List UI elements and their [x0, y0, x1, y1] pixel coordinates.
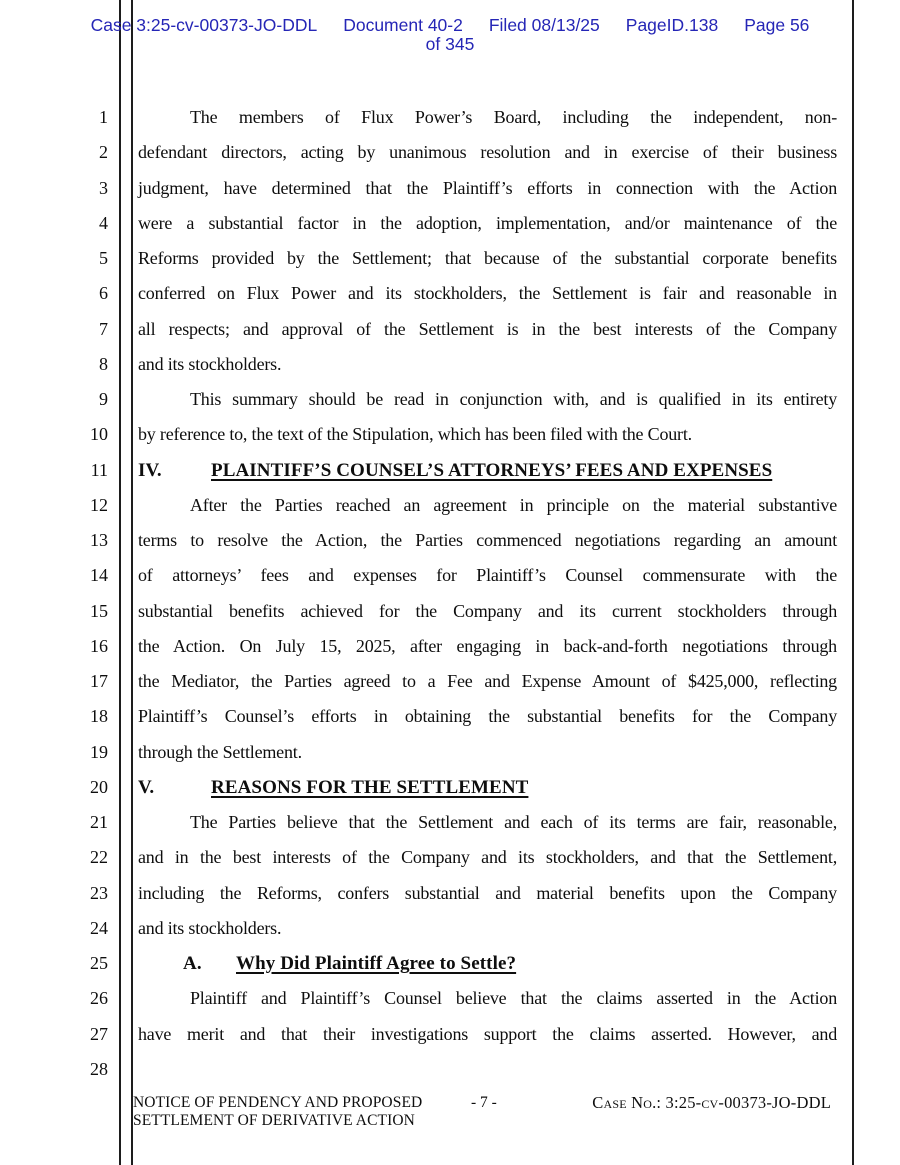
- line-number: 9: [99, 389, 108, 409]
- body-line: terms to resolve the Action, the Parties commenced negotiations regarding an amount: [138, 530, 837, 550]
- footer-title-line2: SETTLEMENT OF DERIVATIVE ACTION: [133, 1111, 415, 1129]
- line-number: 5: [99, 248, 108, 268]
- line-number: 20: [90, 776, 108, 797]
- line-number: 3: [99, 177, 108, 198]
- line-number: 12: [90, 494, 108, 515]
- body-line: and in the best interests of the Company and its stockholders, and that the Settlement,: [138, 847, 837, 868]
- subsection-title: Why Did Plaintiff Agree to Settle?: [236, 953, 517, 974]
- body-line: Reforms provided by the Settlement; that because of the substantial corporate benefits: [138, 248, 837, 268]
- stamp-page-id: PageID.138: [625, 15, 719, 35]
- body-line: and its stockholders.: [138, 353, 282, 374]
- body-line: judgment, have determined that the Plaintiff’s efforts in connection with the Action: [138, 177, 837, 198]
- body-line: the Action. On July 15, 2025, after engaging in back-and-forth negotiations through: [138, 635, 837, 656]
- line-number: 4: [99, 212, 108, 233]
- body-line: of attorneys’ fees and expenses for Plaintiff’s Counsel commensurate with the: [138, 565, 837, 586]
- pleading-right-rule: [852, 0, 854, 1165]
- line-number: 18: [90, 706, 108, 727]
- body-line: defendant directors, acting by unanimous resolution and in exercise of their business: [138, 142, 837, 163]
- subsection-number: A.: [183, 953, 202, 974]
- court-stamp-header: [85, 16, 815, 53]
- line-number: 2: [99, 142, 108, 163]
- body-line: The Parties believe that the Settlement and each of its terms are fair, reasonable,: [190, 812, 837, 832]
- line-number: 10: [90, 424, 108, 445]
- subsection-heading-a: [138, 946, 837, 981]
- line-number: 14: [90, 565, 108, 586]
- stamp-case-number: Case 3:25-cv-00373-JO-DDL: [90, 15, 318, 35]
- body-line: conferred on Flux Power and its stockholders, the Settlement is fair and reasonable in: [138, 283, 837, 304]
- line-number: 23: [90, 882, 108, 903]
- footer-document-title: [133, 1094, 422, 1129]
- line-number: 17: [90, 671, 108, 691]
- section-heading-v: [138, 770, 837, 805]
- line-number: 25: [90, 953, 108, 973]
- line-number: 8: [99, 353, 108, 374]
- footer-page-number: - 7 -: [471, 1094, 497, 1111]
- stamp-filed-date: Filed 08/13/25: [488, 15, 600, 35]
- pleading-left-double-rule: [119, 0, 133, 1165]
- line-number: 7: [99, 318, 108, 339]
- section-heading-iv: [138, 453, 837, 488]
- body-line: and its stockholders.: [138, 917, 282, 938]
- line-number: 15: [90, 600, 108, 621]
- line-number-gutter: [0, 100, 108, 1087]
- body-line: by reference to, the text of the Stipulation, which has been filed with the Court.: [138, 424, 692, 445]
- line-number: 1: [99, 107, 108, 127]
- line-number: 6: [99, 283, 108, 304]
- body-line: were a substantial factor in the adoption, implementation, and/or maintenance of the: [138, 212, 837, 233]
- body-line: through the Settlement.: [138, 741, 302, 762]
- line-number: 22: [90, 847, 108, 868]
- footer-case-number: Case No.: 3:25-cv-00373-JO-DDL: [592, 1093, 831, 1112]
- section-title: PLAINTIFF’S COUNSEL’S ATTORNEYS’ FEES AND EXPENSES: [211, 459, 773, 481]
- section-number: IV.: [138, 459, 162, 481]
- body-line: substantial benefits achieved for the Company and its current stockholders through: [138, 600, 837, 621]
- body-line: After the Parties reached an agreement in principle on the material substantive: [190, 494, 837, 515]
- stamp-page-number: Page 56: [744, 15, 810, 35]
- body-line: including the Reforms, confers substantial and material benefits upon the Company: [138, 882, 837, 903]
- line-number: 24: [90, 917, 108, 938]
- body-line: Plaintiff’s Counsel’s efforts in obtaining the substantial benefits for the Company: [138, 706, 837, 727]
- line-number: 28: [90, 1058, 108, 1079]
- body-line: all respects; and approval of the Settlement is in the best interests of the Company: [138, 318, 837, 339]
- line-number: 19: [90, 741, 108, 762]
- body-line: have merit and that their investigations support the claims asserted. However, and: [138, 1023, 837, 1044]
- line-number: 26: [90, 988, 108, 1009]
- line-number: 16: [90, 635, 108, 656]
- stamp-document-number: Document 40-2: [343, 15, 463, 35]
- line-number: 11: [90, 459, 108, 480]
- line-number: 21: [90, 812, 108, 832]
- body-line: Plaintiff and Plaintiff’s Counsel believe that the claims asserted in the Action: [190, 988, 837, 1009]
- section-number: V.: [138, 776, 155, 798]
- section-title: REASONS FOR THE SETTLEMENT: [211, 776, 529, 798]
- body-line: the Mediator, the Parties agreed to a Fee and Expense Amount of $425,000, reflecting: [138, 671, 837, 691]
- line-number: 27: [90, 1023, 108, 1044]
- body-line: This summary should be read in conjunction with, and is qualified in its entirety: [190, 389, 837, 409]
- stamp-page-total: of 345: [425, 33, 475, 54]
- document-body: [138, 100, 837, 1052]
- footer-title-line1: NOTICE OF PENDENCY AND PROPOSED: [133, 1094, 423, 1111]
- body-line: The members of Flux Power’s Board, including the independent, non-: [190, 107, 837, 127]
- line-number: 13: [90, 530, 108, 550]
